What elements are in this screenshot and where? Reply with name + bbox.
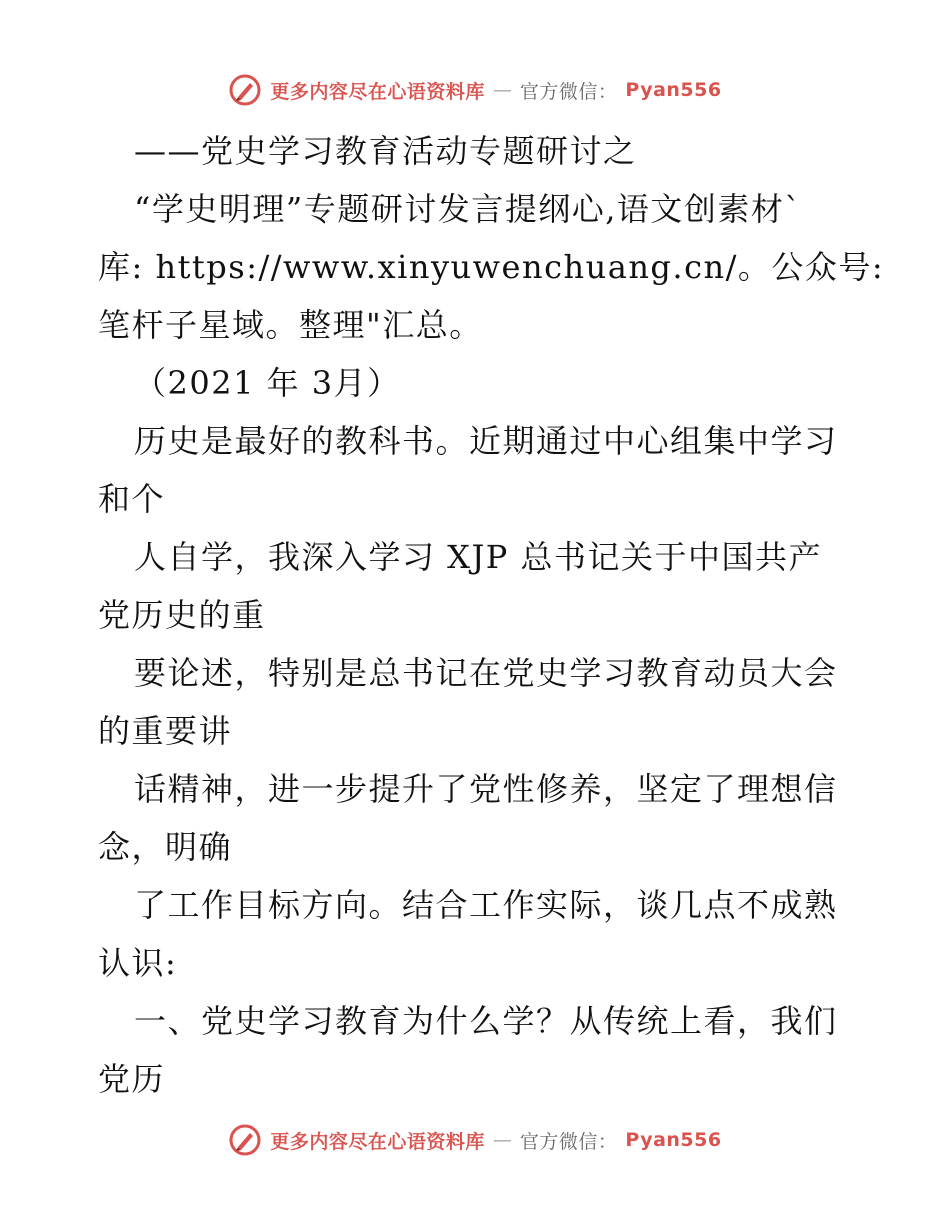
watermark-separator: —: [492, 1129, 512, 1151]
document-line: ——党史学习教育活动专题研讨之: [134, 132, 637, 170]
watermark-site-text: 更多内容尽在心语资料库: [270, 1130, 485, 1153]
document-line: 人自学，我深入学习 XJP 总书记关于中国共产: [134, 538, 822, 576]
document-line: 党历: [98, 1060, 166, 1098]
document-line: （2021 年 3月）: [134, 364, 401, 402]
watermark-banner-bottom: [0, 1120, 950, 1160]
document-line: 党历史的重: [98, 596, 266, 634]
watermark-wechat-label: 官方微信：: [519, 80, 618, 103]
document-body: [98, 122, 885, 1108]
document-line: 念，明确: [98, 828, 233, 866]
document-line: 了工作目标方向。结合工作实际，谈几点不成熟: [134, 886, 838, 924]
document-line: “学史明理”专题研讨发言提纲心,语文创素材`: [134, 190, 802, 228]
document-line: 话精神，进一步提升了党性修养，坚定了理想信: [134, 770, 838, 808]
watermark-site-text: 更多内容尽在心语资料库: [270, 80, 485, 103]
pen-circle-logo-icon: [228, 73, 262, 107]
document-line: 认识:: [98, 944, 178, 982]
watermark-banner-top: [0, 70, 950, 110]
document-line: 库: https://www.xinyuwenchuang.cn/。公众号:: [98, 248, 885, 286]
document-line: 和个: [98, 480, 166, 518]
pen-circle-logo-icon: [228, 1123, 262, 1157]
document-line: 要论述，特别是总书记在党史学习教育动员大会: [134, 654, 838, 692]
watermark-wechat-id: Pyan556: [625, 1129, 722, 1151]
document-line: 的重要讲: [98, 712, 233, 750]
document-line: 历史是最好的教科书。近期通过中心组集中学习: [134, 422, 838, 460]
watermark-separator: —: [492, 79, 512, 101]
watermark-wechat-id: Pyan556: [625, 79, 722, 101]
watermark-wechat-label: 官方微信：: [519, 1130, 618, 1153]
document-line: 一、党史学习教育为什么学？从传统上看，我们: [134, 1002, 838, 1040]
document-line: 笔杆子星域。整理"汇总。: [98, 306, 483, 344]
